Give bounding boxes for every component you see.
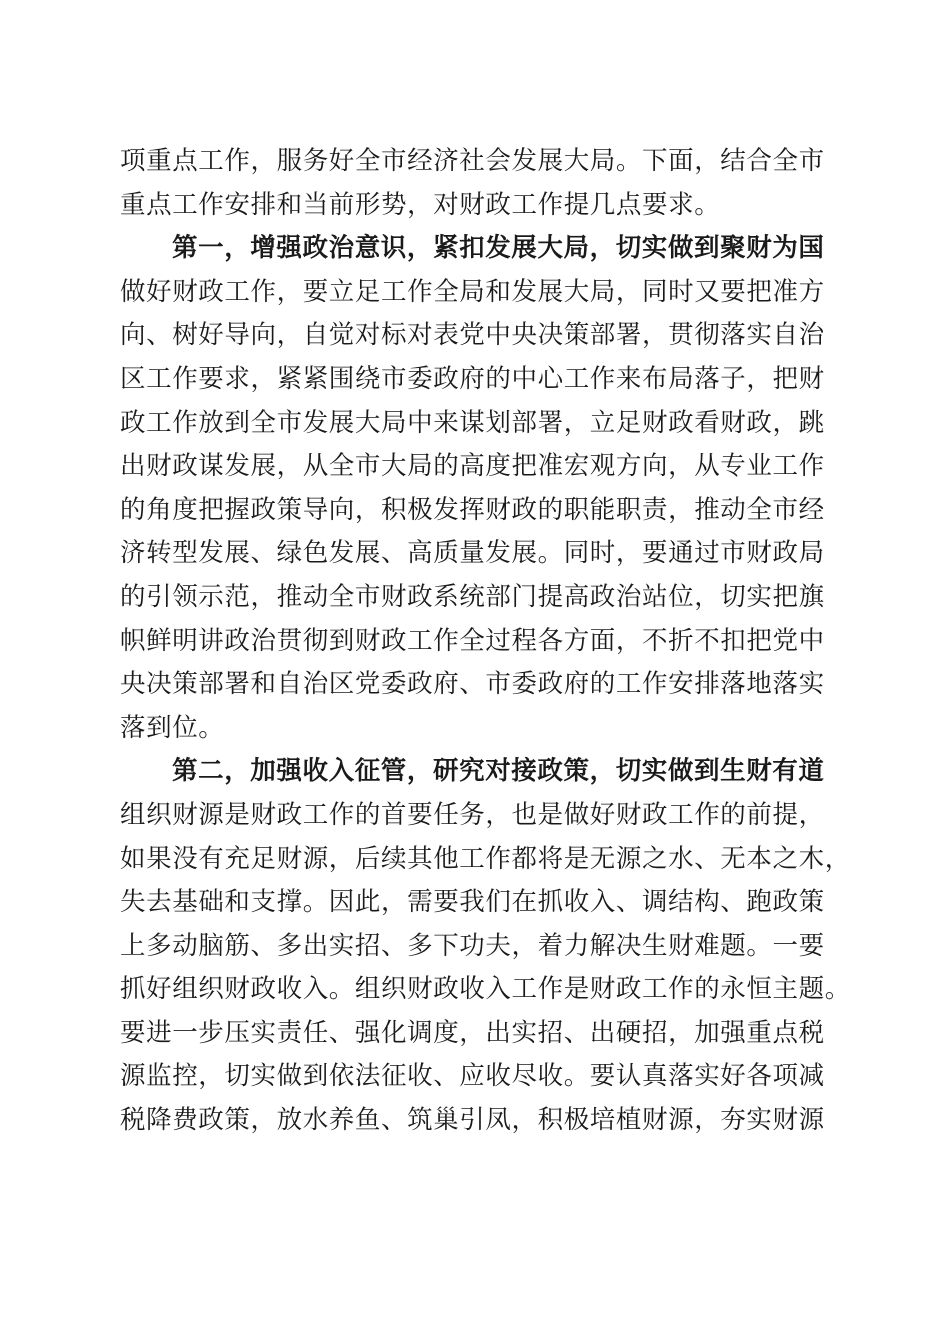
text-line: 组织财源是财政工作的首要任务，也是做好财政工作的前提， — [120, 799, 825, 830]
section-heading: 第一，增强政治意识，紧扣发展大局，切实做到聚财为国 — [172, 233, 825, 264]
text-line: 源监控，切实做到依法征收、应收尽收。要认真落实好各项减 — [120, 1061, 825, 1092]
text-line: 出财政谋发展，从全市大局的高度把准宏观方向，从专业工作 — [120, 451, 825, 482]
text-line: 央决策部署和自治区党委政府、市委政府的工作安排落地落实 — [120, 669, 825, 700]
text-line: 重点工作安排和当前形势，对财政工作提几点要求。 — [120, 189, 721, 220]
text-line: 帜鲜明讲政治贯彻到财政工作全过程各方面，不折不扣把党中 — [120, 625, 825, 656]
text-line: 政工作放到全市发展大局中来谋划部署，立足财政看财政，跳 — [120, 407, 825, 438]
text-line: 落到位。 — [120, 712, 225, 743]
text-line: 的引领示范，推动全市财政系统部门提高政治站位，切实把旗 — [120, 581, 825, 612]
text-line: 做好财政工作，要立足工作全局和发展大局，同时又要把准方 — [120, 276, 825, 307]
text-line: 失去基础和支撑。因此，需要我们在抓收入、调结构、跑政策 — [120, 887, 825, 918]
text-line: 如果没有充足财源，后续其他工作都将是无源之水、无本之木， — [120, 843, 851, 874]
text-line: 上多动脑筋、多出实招、多下功夫，着力解决生财难题。一要 — [120, 930, 825, 961]
text-line: 项重点工作，服务好全市经济社会发展大局。下面，结合全市 — [120, 146, 825, 176]
text-line: 要进一步压实责任、强化调度，出实招、出硬招，加强重点税 — [120, 1017, 825, 1048]
text-line: 济转型发展、绿色发展、高质量发展。同时，要通过市财政局 — [120, 538, 825, 569]
text-line: 区工作要求，紧紧围绕市委政府的中心工作来布局落子，把财 — [120, 363, 825, 394]
text-line: 的角度把握政策导向，积极发挥财政的职能职责，推动全市经 — [120, 494, 825, 525]
text-line: 向、树好导向，自觉对标对表党中央决策部署，贯彻落实自治 — [120, 320, 825, 351]
body-text — [120, 140, 851, 1143]
text-line: 税降费政策，放水养鱼、筑巢引凤，积极培植财源，夯实财源 — [120, 1105, 825, 1136]
section-heading: 第二，加强收入征管，研究对接政策，切实做到生财有道 — [172, 756, 825, 787]
text-line: 抓好组织财政收入。组织财政收入工作是财政工作的永恒主题。 — [120, 974, 851, 1005]
